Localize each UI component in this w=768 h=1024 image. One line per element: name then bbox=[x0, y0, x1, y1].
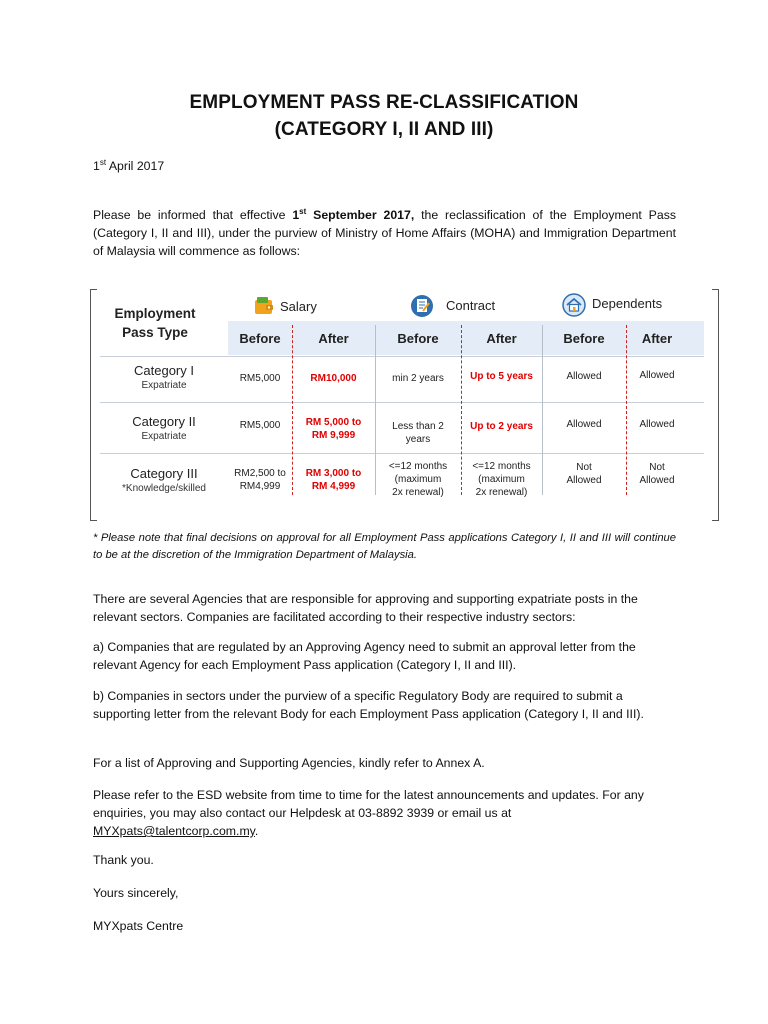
document-subtitle: (CATEGORY I, II AND III) bbox=[274, 119, 494, 140]
dependents-before-header: Before bbox=[563, 331, 605, 346]
row-divider bbox=[100, 453, 704, 454]
cell-contract-after: Up to 2 years bbox=[470, 421, 533, 432]
house-icon bbox=[562, 293, 586, 317]
row-divider bbox=[100, 402, 704, 403]
row-header: Employment Pass Type bbox=[114, 306, 196, 340]
dependents-after-header: After bbox=[641, 331, 673, 346]
table-frame-right bbox=[712, 289, 719, 521]
contract-icon bbox=[410, 294, 434, 318]
cell-dependents-after: Allowed bbox=[639, 370, 675, 381]
table-row-category-1: Category I Expatriate bbox=[134, 363, 194, 391]
wallet-icon bbox=[253, 295, 275, 317]
paragraph-agencies: There are several Agencies that are responsible for approving and supporting expatriate posts in the relevant sectors. Companies are facilitated according to their respective industry sectors: bbox=[93, 592, 638, 624]
cell-salary-after: RM10,000 bbox=[310, 373, 357, 384]
cell-salary-after: RM 3,000 to RM 4,999 bbox=[305, 468, 362, 492]
cell-contract-after: <=12 months (maximum 2x renewal) bbox=[472, 461, 531, 498]
thank-you: Thank you. bbox=[93, 853, 154, 867]
group-label-salary: Salary bbox=[280, 299, 317, 314]
cell-dependents-after: Allowed bbox=[639, 419, 675, 430]
cell-salary-before: RM2,500 to RM4,999 bbox=[234, 468, 286, 492]
paragraph-regulatory-body: b) Companies in sectors under the purview of a specific Regulatory Body are required to submit a supporting letter from the relevant Body for each Employment Pass application (Category I, II and III). bbox=[93, 689, 644, 721]
closing: Yours sincerely, bbox=[93, 886, 179, 900]
table-frame-left bbox=[90, 289, 97, 521]
email-link[interactable]: MYXpats@talentcorp.com.my bbox=[93, 824, 255, 838]
intro-paragraph: Please be informed that effective 1st September 2017, the reclassification of the Employment Pass (Category I, II and III), under the purview of Ministry of Home Affairs (MOHA) and Immigration Department of Malaysia will commence as follows: bbox=[93, 206, 676, 258]
paragraph-contact: Please refer to the ESD website from time to time for the latest announcements and updates. For any enquiries, you may also contact our Helpdesk at 03-8892 3939 or email us at MYXpats@talentcorp.com.my. bbox=[93, 788, 644, 838]
cell-dependents-before: Allowed bbox=[566, 371, 602, 382]
disclaimer-note: * Please note that final decisions on approval for all Employment Pass applications Category I, II and III will continue to be at the discretion of the Immigration Department of Malaysia. bbox=[93, 532, 676, 561]
signature: MYXpats Centre bbox=[93, 919, 184, 933]
cell-salary-after: RM 5,000 to RM 9,999 bbox=[305, 417, 362, 441]
group-label-contract: Contract bbox=[446, 298, 496, 313]
letter-date: 1st April 2017 bbox=[93, 157, 165, 173]
row-divider bbox=[100, 356, 704, 357]
cell-dependents-after: Not Allowed bbox=[639, 462, 675, 486]
salary-before-header: Before bbox=[239, 331, 281, 346]
contract-after-header: After bbox=[486, 331, 517, 346]
cell-contract-before: min 2 years bbox=[392, 373, 444, 384]
document-title: EMPLOYMENT PASS RE-CLASSIFICATION bbox=[189, 92, 579, 113]
cell-salary-before: RM5,000 bbox=[239, 373, 281, 384]
table-row-category-3: Category III *Knowledge/skilled bbox=[122, 466, 206, 494]
cell-salary-before: RM5,000 bbox=[239, 420, 281, 431]
paragraph-approving-agency: a) Companies that are regulated by an Approving Agency need to submit an approval letter from the relevant Agency for each Employment Pass application (Category I, II and III). bbox=[93, 640, 636, 672]
table-row-category-2: Category II Expatriate bbox=[132, 414, 196, 442]
cell-dependents-before: Allowed bbox=[566, 419, 602, 430]
salary-after-header: After bbox=[318, 331, 349, 346]
cell-contract-after: Up to 5 years bbox=[470, 371, 533, 382]
contract-before-header: Before bbox=[397, 331, 439, 346]
cell-contract-before: <=12 months (maximum 2x renewal) bbox=[388, 461, 448, 498]
cell-contract-before: Less than 2 years bbox=[392, 421, 444, 445]
cell-dependents-before: Not Allowed bbox=[566, 462, 602, 486]
paragraph-annex: For a list of Approving and Supporting Agencies, kindly refer to Annex A. bbox=[93, 756, 485, 770]
group-label-dependents: Dependents bbox=[592, 296, 663, 311]
